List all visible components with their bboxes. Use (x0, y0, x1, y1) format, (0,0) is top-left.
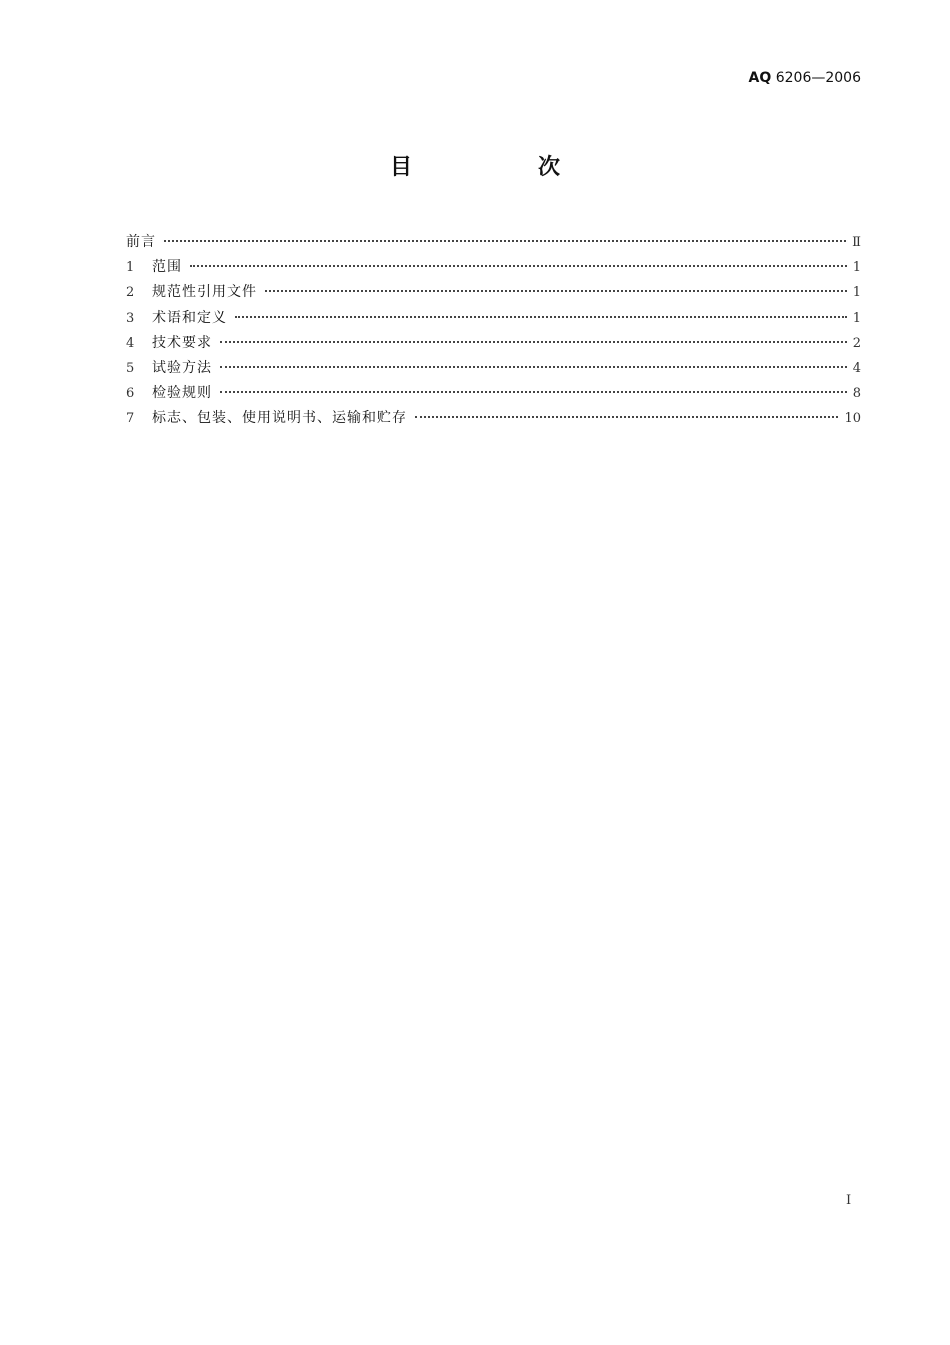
page-title: 目 次 (389, 155, 612, 180)
toc-entry-normative-references[interactable] (126, 280, 861, 305)
dot-leader (220, 391, 847, 393)
toc-entry-page: 4 (852, 360, 861, 376)
toc-entry-label: 试验方法 (152, 359, 212, 376)
dot-leader (220, 366, 847, 368)
toc-entry-page: 1 (852, 310, 861, 326)
toc-entry-page: 2 (852, 335, 861, 351)
toc-entry-foreword[interactable] (126, 230, 861, 255)
dot-leader (265, 290, 847, 292)
toc-entry-terms-definitions[interactable] (126, 306, 861, 331)
toc-entry-test-methods[interactable] (126, 356, 861, 381)
toc-entry-label: 前言 (126, 234, 156, 250)
standard-code (749, 70, 861, 86)
toc-entry-technical-requirements[interactable] (126, 331, 861, 356)
toc-entry-label: 检验规则 (152, 385, 212, 402)
toc-entry-marking-packaging[interactable] (126, 406, 861, 431)
toc-entry-number: 5 (126, 360, 135, 376)
toc-entry-label: 术语和定义 (152, 309, 227, 326)
toc-entry-label: 范围 (152, 259, 182, 276)
toc-entry-number: 7 (126, 411, 135, 427)
dot-leader (415, 416, 838, 418)
dot-leader (235, 316, 847, 318)
toc-entry-page: 8 (852, 386, 861, 402)
table-of-contents (126, 230, 861, 432)
toc-entry-page: 10 (844, 411, 861, 427)
toc-entry-inspection-rules[interactable] (126, 381, 861, 406)
toc-entry-label: 技术要求 (152, 334, 212, 351)
dot-leader (220, 341, 847, 343)
dot-leader (164, 240, 846, 242)
toc-entry-page: 1 (852, 260, 861, 276)
toc-entry-page: Ⅱ (852, 235, 861, 250)
standard-code-number: 6206—2006 (775, 70, 861, 86)
page-number: Ⅰ (846, 1193, 852, 1208)
toc-entry-label: 规范性引用文件 (152, 284, 257, 301)
toc-entry-number: 3 (126, 310, 135, 326)
standard-code-prefix: AQ (748, 70, 772, 86)
toc-entry-label: 标志、包装、使用说明书、运输和贮存 (152, 410, 407, 427)
toc-entry-page: 1 (852, 285, 861, 301)
toc-entry-number: 4 (126, 335, 135, 351)
dot-leader (190, 265, 847, 267)
toc-entry-number: 2 (126, 285, 135, 301)
toc-entry-scope[interactable] (126, 255, 861, 280)
toc-entry-number: 6 (126, 386, 135, 402)
toc-entry-number: 1 (126, 260, 135, 276)
